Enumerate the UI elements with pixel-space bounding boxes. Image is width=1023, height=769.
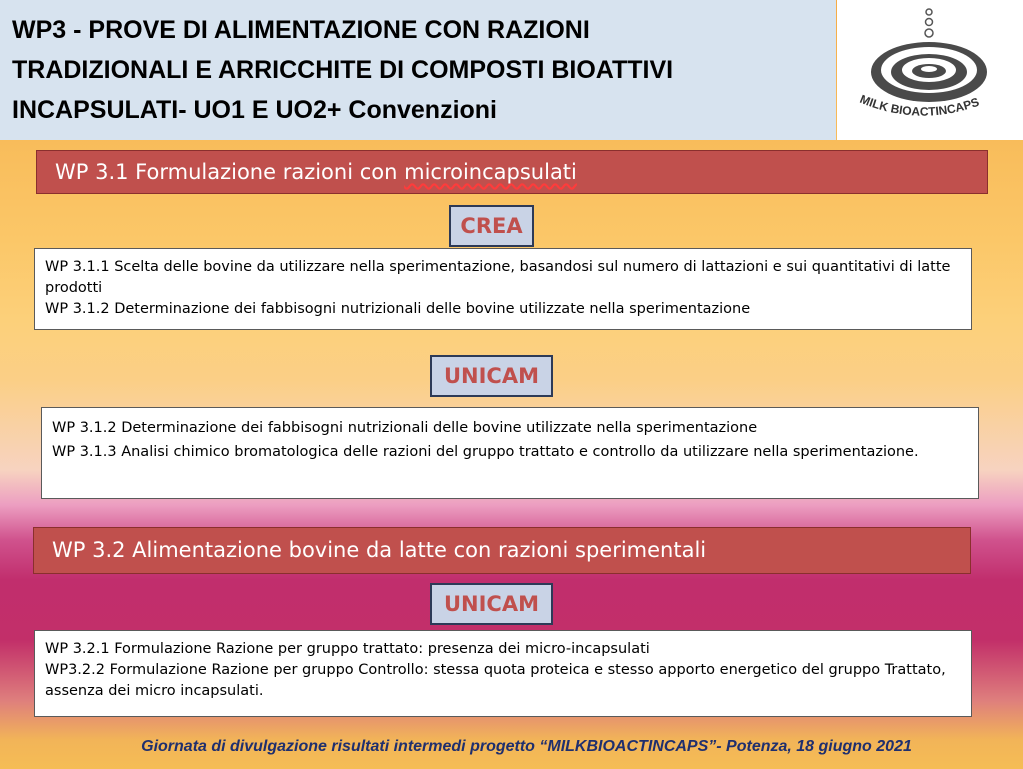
unicam-task-2: WP 3.1.3 Analisi chimico bromatologica delle razioni del gruppo trattato e controllo da utilizzare nella sperimentazione.: [52, 444, 919, 460]
unicam-tasks-box-2: [34, 630, 972, 717]
wp31-title-prefix: WP 3.1 Formulazione razioni con: [55, 160, 405, 184]
slide-footer: Giornata di divulgazione risultati intermedi progetto “MILKBIOACTINCAPS”- Potenza, 18 giugno 2021: [141, 738, 912, 755]
milk-bioactincaps-logo: [837, 0, 1023, 140]
wp32-title: WP 3.2 Alimentazione bovine da latte con razioni sperimentali: [52, 538, 707, 562]
crea-tasks-box: [34, 248, 972, 330]
wp32-title-bar: [33, 527, 971, 574]
unicam-tag-2: UNICAM: [430, 583, 553, 625]
logo-text: MILK BIOACTINCAPS: [857, 91, 981, 119]
crea-task-1: WP 3.1.1 Scelta delle bovine da utilizzare nella sperimentazione, basandosi sul numero di lattazioni e sui quantitativi di latte prodotti: [45, 259, 951, 296]
wp31-title-bar: [36, 150, 988, 194]
unicam-task-3: WP 3.2.1 Formulazione Razione per gruppo trattato: presenza dei micro-incapsulati: [45, 641, 650, 657]
logo-graphic-icon: [837, 0, 1023, 140]
unicam-task-1: WP 3.1.2 Determinazione dei fabbisogni nutrizionali delle bovine utilizzate nella sperimentazione: [52, 420, 758, 436]
crea-task-2: WP 3.1.2 Determinazione dei fabbisogni nutrizionali delle bovine utilizzate nella sperimentazione: [45, 301, 751, 317]
unicam-tag-1: UNICAM: [430, 355, 553, 397]
slide-title: WP3 - PROVE DI ALIMENTAZIONE CON RAZIONI TRADIZIONALI E ARRICCHITE DI COMPOSTI BIOATTIVI INCAPSULATI- UO1 E UO2+ Convenzioni: [12, 16, 674, 124]
wp31-title-underlined: microincapsulati: [404, 160, 577, 184]
crea-tag: CREA: [449, 205, 534, 247]
unicam-task-4: WP3.2.2 Formulazione Razione per gruppo Controllo: stessa quota proteica e stesso apporto energetico del gruppo Trattato, assenza dei micro incapsulati.: [45, 662, 946, 699]
slide-header: [0, 0, 836, 140]
unicam-tasks-box-1: [41, 407, 979, 499]
